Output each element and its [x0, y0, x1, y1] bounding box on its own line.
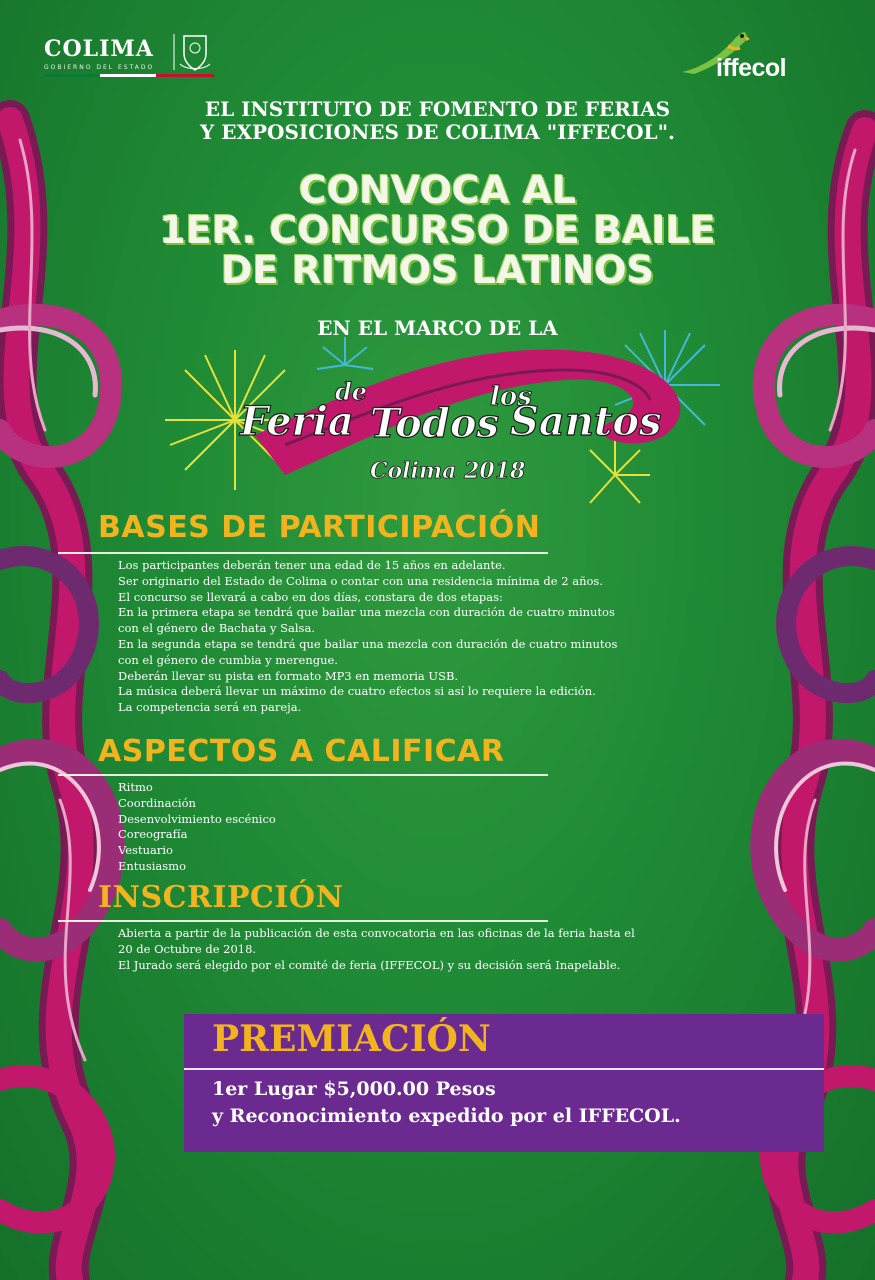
list-item: El Jurado será elegido por el comité de feria (IFFECOL) y su decisión será Inapelable. [118, 957, 621, 972]
inscripcion-rule [58, 920, 548, 922]
colima-logo-subtitle: GOBIERNO DEL ESTADO [44, 64, 155, 71]
aspectos-list [118, 780, 276, 875]
premiacion-line-2: y Reconocimiento expedido por el IFFECOL. [212, 1105, 681, 1127]
intro-line-1: EL INSTITUTO DE FOMENTO DE FERIAS [204, 97, 671, 121]
iffecol-logo [680, 28, 810, 83]
bases-title: BASES DE PARTICIPACIÓN [98, 510, 541, 545]
list-item: Ritmo [118, 780, 153, 794]
intro-line-2: Y EXPOSICIONES DE COLIMA "IFFECOL". [199, 120, 676, 144]
aspectos-title: ASPECTOS A CALIFICAR [98, 734, 505, 769]
list-item: Desenvolvimiento escénico [118, 811, 276, 826]
list-item: En la segunda etapa se tendrá que bailar una mezcla con duración de cuatro minutos [118, 636, 618, 651]
colima-logo-word: COLIMA [44, 36, 154, 62]
list-item: Los participantes deberán tener una edad de 15 años en adelante. [118, 558, 506, 572]
headline-line-2: 1ER. CONCURSO DE BAILE [159, 208, 716, 252]
list-item: La competencia será en pareja. [118, 700, 302, 715]
aspectos-rule [58, 774, 548, 776]
santos-word: Santos [510, 398, 662, 445]
tricolor-stripe [44, 74, 214, 77]
list-item: Ser originario del Estado de Colima o contar con una residencia mínima de 2 años. [118, 573, 603, 588]
list-item: Vestuario [118, 843, 173, 858]
headline-line-3: DE RITMOS LATINOS [221, 248, 654, 292]
los-word: los [490, 382, 532, 412]
list-item: Coreografía [118, 827, 188, 842]
de-word: de [335, 377, 368, 406]
bases-rule [58, 552, 548, 554]
list-item: La música deberá llevar un máximo de cuatro efectos si así lo requiere la edición. [118, 684, 596, 699]
headline-line-1: CONVOCA AL [298, 168, 577, 212]
colima-2018: Colima 2018 [370, 458, 526, 484]
list-item: Coordinación [118, 795, 196, 810]
list-item: Abierta a partir de la publicación de esta convocatoria en las oficinas de la feria hasta el [118, 926, 635, 940]
feria-todos-los-santos-logo [145, 325, 735, 515]
bases-list [118, 558, 617, 716]
list-item: con el género de cumbia y merengue. [118, 652, 338, 667]
marco-text: EN EL MARCO DE LA [317, 316, 558, 340]
todos-word: Todos [370, 400, 500, 447]
premiacion-line-1: 1er Lugar $5,000.00 Pesos [212, 1078, 496, 1100]
premiacion-rule [184, 1068, 824, 1070]
list-item: En la primera etapa se tendrá que bailar una mezcla con duración de cuatro minutos [118, 605, 615, 620]
list-item: Deberán llevar su pista en formato MP3 en memoria USB. [118, 668, 459, 683]
list-item: Entusiasmo [118, 858, 186, 873]
feria-word: Feria [240, 398, 354, 445]
coat-of-arms-icon [172, 30, 216, 74]
headline [0, 170, 875, 290]
premiacion-title: PREMIACIÓN [212, 1018, 491, 1060]
list-item: 20 de Octubre de 2018. [118, 941, 257, 956]
list-item: El concurso se llevará a cabo en dos días, constara de dos etapas: [118, 589, 503, 604]
list-item: con el género de Bachata y Salsa. [118, 621, 315, 636]
colima-government-logo [44, 30, 219, 82]
premiacion-details [212, 1076, 681, 1130]
intro-text [0, 98, 875, 144]
inscripcion-title: INSCRIPCIÓN [98, 880, 344, 915]
inscripcion-list [118, 926, 635, 973]
iffecol-logo-word: iffecol [716, 54, 787, 82]
